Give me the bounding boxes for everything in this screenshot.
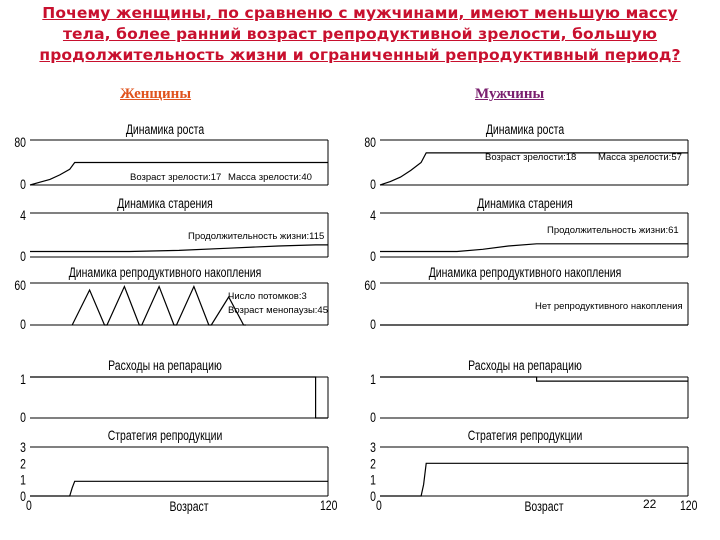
chart-men-5-ytick-1: 1 bbox=[370, 472, 376, 489]
chart-women-5-ytick-2: 2 bbox=[20, 455, 26, 472]
title-line-3: продолжительность жизни и ограниченный репродуктивный период? bbox=[39, 46, 681, 64]
chart-men-4-ytick-0: 0 bbox=[370, 409, 376, 426]
chart-men-5-series-line bbox=[380, 463, 688, 496]
column-label-men: Мужчины bbox=[475, 86, 545, 102]
column-label-women: Женщины bbox=[120, 86, 192, 102]
chart-men-5-title: Стратегия репродукции bbox=[467, 427, 583, 444]
chart-women-3-ytick-60: 60 bbox=[14, 277, 26, 294]
chart-men-2-series-line bbox=[380, 244, 688, 252]
title-line-1: Почему женщины, по сравненю с мужчинами, имеют меньшую массу bbox=[42, 4, 678, 22]
chart-men-3-title: Динамика репродуктивного накопления bbox=[428, 264, 622, 281]
chart-women-5-ytick-0: 0 bbox=[20, 488, 26, 505]
chart-women-3-ytick-0: 0 bbox=[20, 316, 26, 333]
title-line-2: тела, более ранний возраст репродуктивной зрелости, большую bbox=[62, 25, 658, 43]
chart-men-2-title: Динамика старения bbox=[477, 195, 573, 212]
page-number: 22 bbox=[643, 497, 657, 511]
chart-men-1-annotation-2: Масса зрелости:57 bbox=[598, 152, 682, 163]
chart-women-3-annotation-2: Возраст менопаузы:45 bbox=[228, 305, 328, 316]
chart-men-5-xtick-min: 0 bbox=[376, 497, 382, 514]
chart-men-2-ytick-4: 4 bbox=[370, 207, 376, 224]
chart-men-4-series-line bbox=[380, 377, 688, 381]
chart-women-5-xlabel: Возраст bbox=[169, 498, 209, 515]
chart-women-1-title: Динамика роста bbox=[125, 121, 205, 138]
chart-women-4-title: Расходы на репарацию bbox=[108, 357, 222, 374]
chart-women-3-title: Динамика репродуктивного накопления bbox=[68, 264, 262, 281]
chart-men-5-ytick-2: 2 bbox=[370, 455, 376, 472]
chart-women-2-series-line bbox=[30, 245, 328, 252]
chart-women-5-ytick-1: 1 bbox=[20, 472, 26, 489]
chart-women-1-ytick-80: 80 bbox=[14, 134, 26, 151]
chart-men-5-xlabel: Возраст bbox=[524, 498, 564, 515]
chart-men-1-title: Динамика роста bbox=[485, 121, 565, 138]
chart-women-2-title: Динамика старения bbox=[117, 195, 213, 212]
chart-men-1-ytick-80: 80 bbox=[364, 134, 376, 151]
chart-men-3-ytick-60: 60 bbox=[364, 277, 376, 294]
chart-men-5-xtick-max: 120 bbox=[679, 497, 698, 514]
chart-women-5-xtick-max: 120 bbox=[320, 497, 338, 514]
chart-men-5-ytick-0: 0 bbox=[370, 488, 376, 505]
chart-women-1-annotation-2: Масса зрелости:40 bbox=[228, 172, 312, 183]
chart-women-2-ytick-0: 0 bbox=[20, 248, 26, 265]
chart-men-4-ytick-1: 1 bbox=[370, 371, 376, 388]
chart-women-1-ytick-0: 0 bbox=[20, 176, 26, 193]
chart-women-3-annotation-1: Число потомков:3 bbox=[228, 291, 307, 302]
chart-women-5-series-line bbox=[30, 481, 328, 496]
chart-women-5-title: Стратегия репродукции bbox=[107, 427, 223, 444]
chart-women-5-ytick-3: 3 bbox=[20, 439, 26, 456]
chart-men-2-annotation-1: Продолжительность жизни:61 bbox=[547, 225, 679, 236]
chart-men-2-ytick-0: 0 bbox=[370, 248, 376, 265]
chart-women-1-annotation-1: Возраст зрелости:17 bbox=[130, 172, 222, 183]
chart-women-2-ytick-4: 4 bbox=[20, 207, 26, 224]
chart-men-5-ytick-3: 3 bbox=[370, 439, 376, 456]
chart-women-2-annotation-1: Продолжительность жизни:115 bbox=[188, 231, 325, 242]
chart-women-4-ytick-1: 1 bbox=[20, 371, 26, 388]
chart-women-3-series-line bbox=[72, 287, 246, 326]
chart-men-4-title: Расходы на репарацию bbox=[468, 357, 582, 374]
chart-men-1-annotation-1: Возраст зрелости:18 bbox=[485, 152, 577, 163]
chart-men-3-ytick-0: 0 bbox=[370, 316, 376, 333]
chart-men-3-annotation-1: Нет репродуктивного накопления bbox=[535, 301, 683, 312]
chart-women-4-series-line bbox=[30, 377, 328, 418]
chart-men-1-ytick-0: 0 bbox=[370, 176, 376, 193]
chart-women-4-ytick-0: 0 bbox=[20, 409, 26, 426]
chart-women-5-xtick-min: 0 bbox=[25, 497, 32, 514]
